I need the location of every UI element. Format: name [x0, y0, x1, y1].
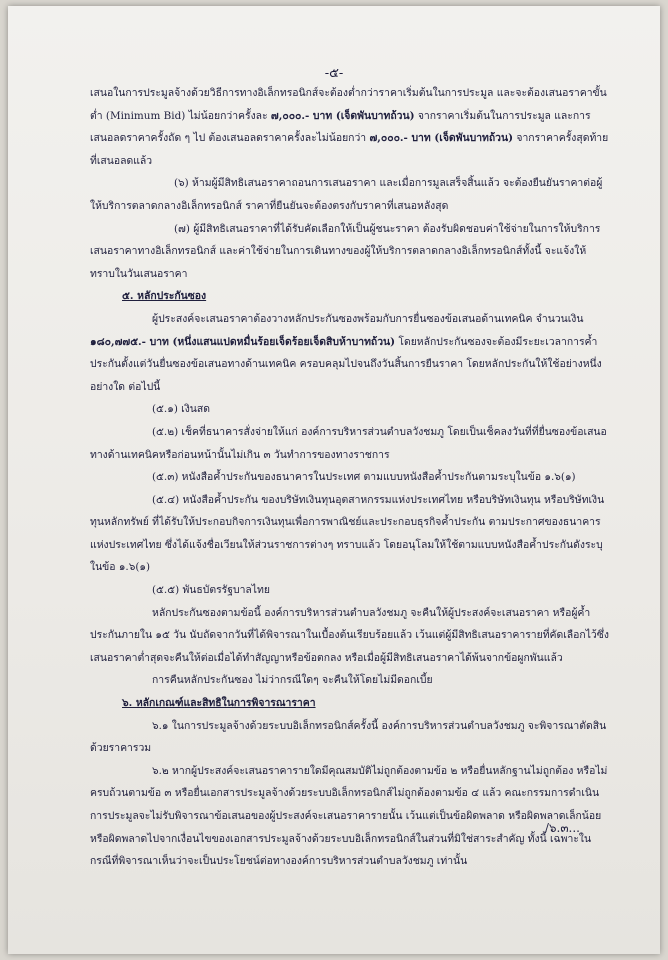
paragraph-guarantee-return: หลักประกันซองตามข้อนี้ องค์การบริหารส่วนตำบลวังชมภู จะคืนให้ผู้ประสงค์จะเสนอราคา หรือผู้ค้ำประกันภายใน ๑๕ วัน นับถัดจากวันที่ได้พิจารณาในเบื้องต้นเรียบร้อยแล้ว เว้นแต่ผู้มีสิทธิเสนอราคารายที่คัดเลือกไว้ซึ่งเสนอราคาต่ำสุดจะคืนให้ต่อเมื่อได้ทำสัญญาหรือข้อตกลง หรือเมื่อผู้มีสิทธิเสนอราคาได้พ้นจากข้อผูกพันแล้ว	[90, 606, 609, 664]
text-run: จากราคาครั้งสุดท้ายที่เสนอลดแล้ว	[90, 132, 609, 167]
list-item-5-5: (๕.๕) พันธบัตรรัฐบาลไทย	[152, 584, 270, 597]
text-run: เสนอในการประมูลจ้างด้วยวิธีการทางอิเล็กทรอนิกส์จะต้องต่ำกว่าราคาเริ่มต้นในการประมูล และจะต้องเสนอราคาขั้นต่ำ (Minimum Bid) ไม่น้อยกว่าครั้งละ	[90, 87, 607, 122]
list-item-5-1: (๕.๑) เงินสด	[152, 403, 210, 416]
paragraph-guarantee	[90, 308, 610, 398]
paragraph-no-interest: การคืนหลักประกันซอง ไม่ว่ากรณีใดๆ จะคืนให้โดยไม่มีดอกเบี้ย	[152, 674, 433, 687]
document-body	[90, 82, 610, 873]
continuation-marker: /๖.๓...	[544, 821, 580, 835]
text-run: โดยหลักประกันซองจะต้องมีระยะเวลาการค้ำประกันตั้งแต่วันยื่นซองข้อเสนอทางด้านเทคนิค ครอบคลุมไปจนถึงวันสิ้นการยืนราคา โดยหลักประกันให้ใช้อย่างหนึ่งอย่างใด ต่อไปนี้	[90, 335, 602, 393]
list-item-5-3: (๕.๓) หนังสือค้ำประกันของธนาคารในประเทศ ตามแบบหนังสือค้ำประกันตามระบุในข้อ ๑.๖(๑)	[152, 471, 576, 484]
bold-amount: ๗,๐๐๐.- บาท (เจ็ดพันบาทถ้วน)	[369, 132, 514, 145]
page-number: -๕-	[324, 66, 344, 81]
paragraph-item-6: (๖) ห้ามผู้มีสิทธิเสนอราคาถอนการเสนอราคา และเมื่อการมูลเสร็จสิ้นแล้ว จะต้องยืนยันราคาต่อผู้ให้บริการตลาดกลางอิเล็กทรอนิกส์ ราคาที่ยืนยันจะต้องตรงกับราคาที่เสนอหลังสุด	[90, 177, 603, 212]
list-item-5-2: (๕.๒) เช็คที่ธนาคารสั่งจ่ายให้แก่ องค์การบริหารส่วนตำบลวังชมภู โดยเป็นเช็คลงวันที่ที่ยื่นซองข้อเสนอทางด้านเทคนิคหรือก่อนหน้านั้นไม่เกิน ๓ วันทำการของทางราชการ	[90, 425, 607, 461]
section-heading-5	[90, 285, 610, 308]
paragraph-6-1: ๖.๑ ในการประมูลจ้างด้วยระบบอิเล็กทรอนิกส์ครั้งนี้ องค์การบริหารส่วนตำบลวังชมภู จะพิจารณาตัดสินด้วยราคารวม	[90, 719, 607, 755]
document-page	[8, 6, 660, 954]
section-heading-text: ๖. หลักเกณฑ์และสิทธิในการพิจารณาราคา	[122, 697, 316, 710]
paragraph-item-7: (๗) ผู้มีสิทธิเสนอราคาที่ได้รับคัดเลือกให้เป็นผู้ชนะราคา ต้องรับผิดชอบค่าใช้จ่ายในการให้บริการเสนอราคาทางอิเล็กทรอนิกส์ และค่าใช้จ่ายในการเดินทางของผู้ให้บริการตลาดกลางอิเล็กทรอนิกส์ทั้งนี้ จะแจ้งให้ทราบในวันเสนอราคา	[90, 222, 601, 280]
list-item-5-4: (๕.๔) หนังสือค้ำประกัน ของบริษัทเงินทุนอุตสาหกรรมแห่งประเทศไทย หรือบริษัทเงินทุน หรือบริษัทเงินทุนหลักทรัพย์ ที่ได้รับให้ประกอบกิจการเงินทุนเพื่อการพาณิชย์และประกอบธุรกิจค้ำประกัน ตามประกาศของธนาคารแห่งประเทศไทย ซึ่งได้แจ้งชื่อเวียนให้ส่วนราชการต่างๆ ทราบแล้ว โดยอนุโลมให้ใช้ตามแบบหนังสือค้ำประกันดังระบุในข้อ ๑.๖(๑)	[90, 493, 605, 574]
text-run: จากราคาเริ่มต้นในการประมูล และการเสนอลดราคาครั้งถัด ๆ ไป ต้องเสนอลดราคาครั้งละไม่น้อยกว่า	[90, 109, 591, 145]
section-heading-text: ๕. หลักประกันซอง	[122, 290, 207, 303]
bold-amount: ๑๘๐,๗๗๕.- บาท (หนึ่งแสนแปดหมื่นร้อยเจ็ดร้อยเจ็ดสิบห้าบาทถ้วน)	[90, 335, 396, 348]
paragraph-6-2: ๖.๒ หากผู้ประสงค์จะเสนอราคารายใดมีคุณสมบัติไม่ถูกต้องตามข้อ ๒ หรือยื่นหลักฐานไม่ถูกต้อง หรือไม่ ครบถ้วนตามข้อ ๓ หรือยื่นเอกสารประมูลจ้างด้วยระบบอิเล็กทรอนิกส์ไม่ถูกต้องตามข้อ ๔ แล้ว คณะกรรมการดำเนินการประมูลจะไม่รับพิจารณาข้อเสนอของผู้ประสงค์จะเสนอราคารายนั้น เว้นแต่เป็นข้อผิดพลาด หรือผิดพลาดเล็กน้อย หรือผิดพลาดไปจากเงื่อนไขของเอกสารประมูลจ้างด้วยระบบอิเล็กทรอนิกส์ในส่วนที่มิใช่สาระสำคัญ ทั้งนี้ เฉพาะในกรณีที่พิจารณาเห็นว่าจะเป็นประโยชน์ต่อทางองค์การบริหารส่วนตำบลวังชมภู เท่านั้น	[90, 764, 608, 868]
bold-amount: ๗,๐๐๐.- บาท (เจ็ดพันบาทถ้วน)	[270, 109, 415, 122]
section-heading-6	[90, 692, 610, 715]
text-run: ผู้ประสงค์จะเสนอราคาต้องวางหลักประกันซองพร้อมกับการยื่นซองข้อเสนอด้านเทคนิค จำนวนเงิน	[152, 312, 584, 325]
paragraph-bid-rules	[90, 82, 610, 172]
